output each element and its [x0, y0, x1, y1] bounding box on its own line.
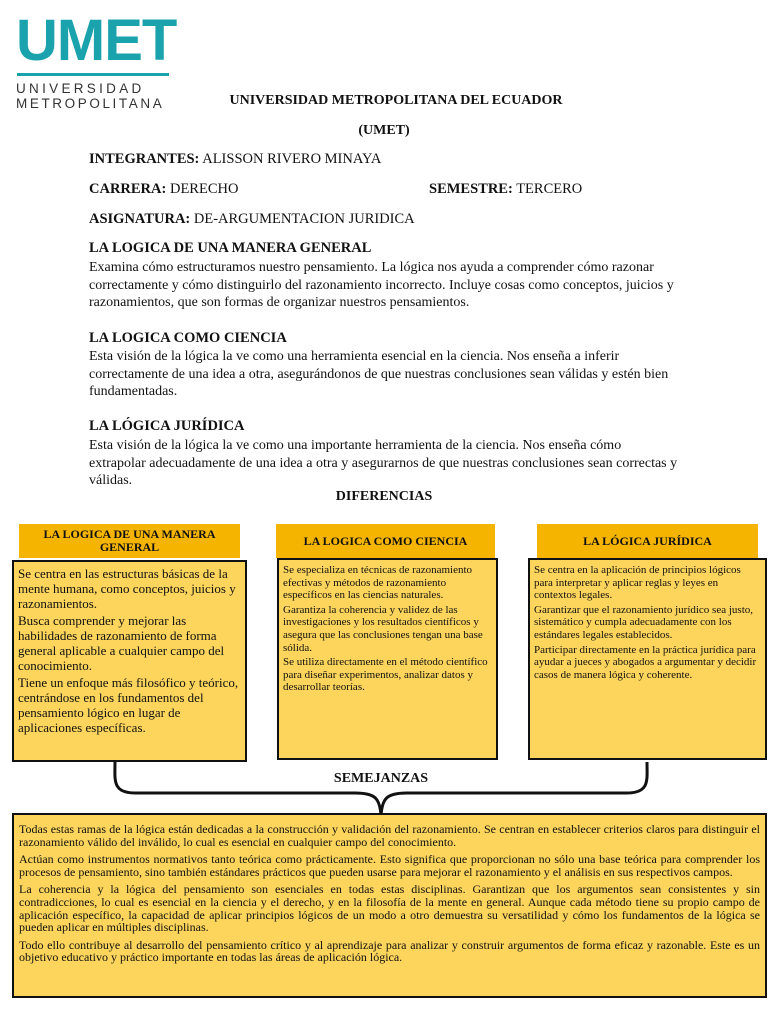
section-heading-ciencia: LA LOGICA COMO CIENCIA — [89, 330, 287, 346]
diff-general-p3: Tiene un enfoque más filosófico y teórico, centrándose en los fundamentos del pensamiento lógico en lugar de aplicaciones específicas. — [18, 675, 239, 735]
semejanzas-p3: La coherencia y la lógica del pensamiento son esenciales en todas estas disciplinas. Garantizan que los argumentos sean consistentes y sin contradicciones, lo cual es esencial en la ciencia y el derecho, y en la filosofía de la mente en general. Aunque cada método tiene su propio campo de aplicación específico, la capacidad de aplicar principios lógicos de un modo a otro demuestra su versatilidad y cómo los fundamentos de la lógica se pueden aplicar en múltiples disciplinas. — [19, 882, 760, 935]
diff-ciencia-p3: Se utiliza directamente en el método científico para diseñar experimentos, analizar datos y desarrollar teorías. — [283, 656, 488, 694]
asignatura-value: DE-ARGUMENTACION JURIDICA — [193, 211, 415, 227]
semejanzas-p1: Todas estas ramas de la lógica están dedicadas a la construcción y validación del razonamiento. Se centran en establecer criterios claros para distinguir el razonamiento válido del inválido, lo cual es esencial en cualquier campo del conocimiento. — [19, 822, 760, 849]
diff-general-p1: Se centra en las estructuras básicas de la mente humana, como conceptos, juicios y razonamientos. — [18, 566, 236, 611]
carrera-label: CARRERA: — [89, 181, 167, 197]
diff-ciencia-p1: Se especializa en técnicas de razonamiento efectivas y métodos de razonamiento específicos en las ciencias naturales. — [283, 564, 473, 602]
semestre-label: SEMESTRE: — [429, 181, 513, 197]
diff-box-juridica — [528, 558, 767, 760]
curly-brace-connector — [100, 760, 660, 820]
section-heading-juridica: LA LÓGICA JURÍDICA — [89, 418, 245, 434]
diff-juridica-p1: Se centra en la aplicación de principios lógicos para interpretar y aplicar reglas y leyes en contextos legales. — [534, 564, 741, 602]
carrera-field — [89, 181, 238, 198]
section-text-general: Examina cómo estructuramos nuestro pensamiento. La lógica nos ayuda a comprender cómo razonar correctamente y cómo distinguirlo del razonamiento incorrecto. Incluye cosas como conceptos, juicios y razonamientos, que son formas de organizar nuestros pensamientos. — [89, 260, 674, 310]
diff-juridica-p2: Garantizar que el razonamiento jurídico sea justo, sistemático y cumpla adecuadamente con los estándares legales establecidos. — [534, 603, 753, 641]
carrera-value: DERECHO — [169, 181, 239, 197]
section-text-juridica: Esta visión de la lógica la ve como una importante herramienta de la ciencia. Nos enseña cómo extrapolar adecuadamente de una idea a otra y asegurarnos de que nuestras conclusiones sean correctas y válidas. — [89, 438, 678, 488]
semejanzas-p2: Actúan como instrumentos normativos tanto teórica como prácticamente. Esto significa que proporcionan no sólo una base teórica para comprender los procesos de pensamiento, sino también estándares prácticos que pueden usarse para mejorar el razonamiento y el análisis en sus respectivos campos. — [19, 852, 760, 879]
page-title: UNIVERSIDAD METROPOLITANA DEL ECUADOR — [229, 93, 563, 108]
logo-line-universidad: UNIVERSIDAD — [16, 81, 145, 96]
diff-box-ciencia — [277, 558, 498, 760]
semejanzas-box — [12, 813, 767, 998]
logo-divider — [17, 73, 169, 76]
semestre-value: TERCERO — [516, 181, 583, 197]
integrantes-value: ALISSON RIVERO MINAYA — [202, 151, 382, 167]
section-text-ciencia: Esta visión de la lógica la ve como una herramienta esencial en la ciencia. Nos enseña a inferir correctamente de una idea a otra, asegurándonos de que nuestras conclusiones sean válidas y estén bien fundamentadas. — [89, 349, 669, 399]
diff-juridica-p3: Participar directamente en la práctica jurídica para ayudar a jueces y abogados a argumentar y decidir casos de manera lógica y coherente. — [534, 643, 757, 681]
diff-header-general: LA LOGICA DE UNA MANERA GENERAL — [19, 524, 240, 558]
diff-box-general — [12, 560, 247, 762]
logo-line-metropolitana: METROPOLITANA — [16, 96, 165, 111]
semestre-field — [429, 181, 582, 198]
umet-logo: UMET — [16, 8, 177, 73]
page-subtitle: (UMET) — [358, 123, 410, 138]
integrantes-label: INTEGRANTES: — [89, 151, 200, 167]
diff-ciencia-p2: Garantiza la coherencia y validez de las investigaciones y los resultados científicos y asegura que las conclusiones tengan una base sólida. — [283, 603, 483, 654]
semejanzas-p4: Todo ello contribuye al desarrollo del pensamiento crítico y al aprendizaje para analizar y construir argumentos de forma eficaz y razonable. Este es un objetivo educativo y práctico importante en todas las áreas de aplicación lógica. — [19, 937, 760, 965]
diff-header-ciencia: LA LOGICA COMO CIENCIA — [276, 524, 495, 558]
section-heading-general: LA LOGICA DE UNA MANERA GENERAL — [89, 240, 372, 256]
diff-header-juridica: LA LÓGICA JURÍDICA — [537, 524, 758, 558]
diferencias-title: DIFERENCIAS — [335, 489, 433, 504]
integrantes-field — [89, 151, 381, 168]
asignatura-label: ASIGNATURA: — [89, 211, 191, 227]
asignatura-field — [89, 211, 415, 228]
diff-general-p2: Busca comprender y mejorar las habilidades de razonamiento de forma general aplicable a cualquier campo del conocimiento. — [18, 613, 225, 673]
semejanzas-title: SEMEJANZAS — [333, 771, 429, 786]
